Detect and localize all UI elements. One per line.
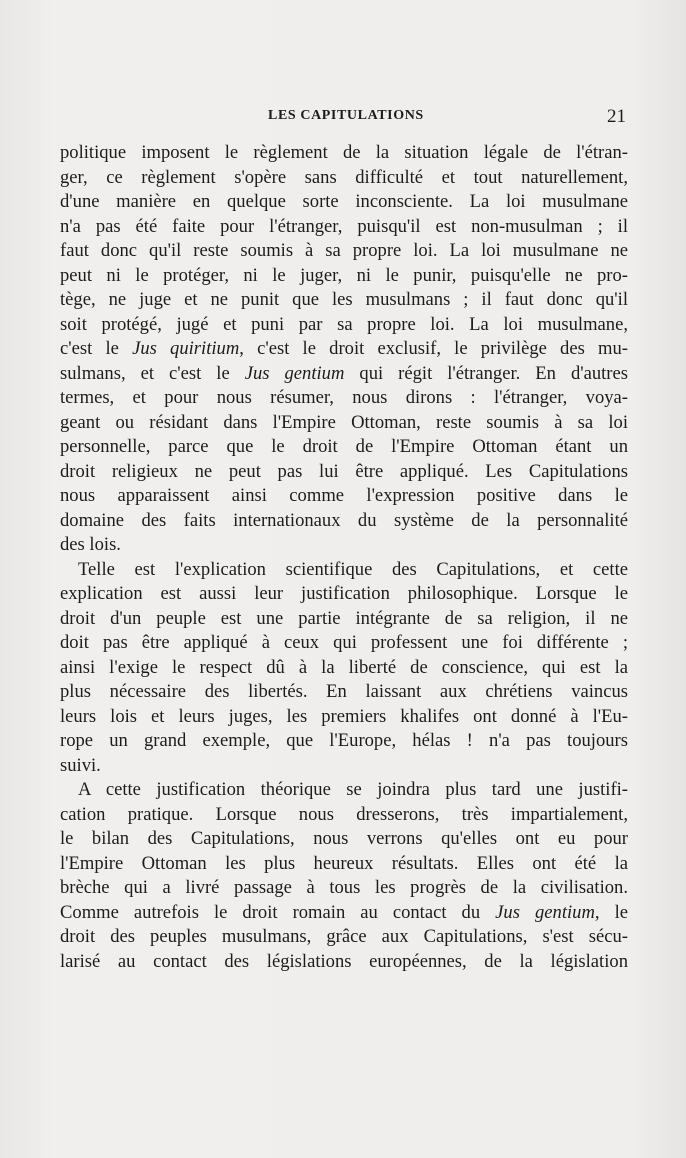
text-line: termes, et pour nous résumer, nous dirons : l'étranger, voya-	[60, 387, 628, 408]
page-header	[60, 106, 630, 130]
text-line: plus nécessaire des libertés. En laissant aux chrétiens vaincus	[60, 681, 628, 702]
text-line: droit des peuples musulmans, grâce aux Capitulations, s'est sécu-	[60, 926, 628, 947]
text-line: droit religieux ne peut pas lui être appliqué. Les Capitulations	[60, 460, 628, 482]
text-line: explication est aussi leur justification philosophique. Lorsque le	[60, 583, 628, 604]
text-line: rope un grand exemple, que l'Europe, hélas ! n'a pas toujours	[60, 730, 628, 751]
body-text	[60, 141, 628, 974]
text-line: brèche qui a livré passage à tous les progrès de la civilisation.	[60, 877, 628, 898]
text-line: peut ni le protéger, ni le juger, ni le punir, puisqu'elle ne pro-	[60, 264, 628, 286]
text-line: larisé au contact des législations européennes, de la législation	[60, 950, 628, 972]
text-line: Telle est l'explication scientifique des Capitulations, et cette	[78, 558, 628, 580]
text-line: des lois.	[60, 534, 121, 555]
text-line: faut donc qu'il reste soumis à sa propre loi. La loi musulmane ne	[60, 240, 628, 261]
text-line: suivi.	[60, 754, 101, 776]
text-line: tège, ne juge et ne punit que les musulmans ; il faut donc qu'il	[60, 289, 628, 310]
text-line: nous apparaissent ainsi comme l'expression positive dans le	[60, 485, 628, 506]
page-number: 21	[607, 106, 626, 127]
text-line: soit protégé, jugé et puni par sa propre loi. La loi musulmane,	[60, 313, 628, 335]
text-line: domaine des faits internationaux du système de la personnalité	[60, 509, 628, 531]
text-line: n'a pas été faite pour l'étranger, puisqu'il est non-musulman ; il	[60, 215, 628, 237]
text-line: le bilan des Capitulations, nous verrons qu'elles ont eu pour	[60, 828, 628, 849]
text-line: d'une manière en quelque sorte inconsciente. La loi musulmane	[60, 191, 628, 212]
text-line: droit d'un peuple est une partie intégrante de sa religion, il ne	[60, 607, 628, 629]
text-line: A cette justification théorique se joindra plus tard une justifi-	[78, 779, 628, 800]
text-line: l'Empire Ottoman les plus heureux résultats. Elles ont été la	[60, 852, 628, 874]
text-line: geant ou résidant dans l'Empire Ottoman, reste soumis à sa loi	[60, 411, 628, 433]
running-head: LES CAPITULATIONS	[268, 108, 424, 123]
text-line: doit pas être appliqué à ceux qui professent une foi différente ;	[60, 632, 628, 653]
text-line: personnelle, parce que le droit de l'Empire Ottoman étant un	[60, 436, 628, 457]
text-line: politique imposent le règlement de la situation légale de l'étran-	[60, 142, 628, 163]
text-line: c'est le Jus quiritium, c'est le droit exclusif, le privilège des mu-	[60, 338, 628, 359]
text-line: sulmans, et c'est le Jus gentium qui régit l'étranger. En d'autres	[60, 362, 628, 384]
text-line: leurs lois et leurs juges, les premiers khalifes ont donné à l'Eu-	[60, 705, 628, 727]
text-line: ger, ce règlement s'opère sans difficulté et tout naturellement,	[60, 166, 628, 188]
text-line: ainsi l'exige le respect dû à la liberté de conscience, qui est la	[60, 656, 628, 678]
text-line: Comme autrefois le droit romain au contact du Jus gentium, le	[60, 901, 628, 923]
text-line: cation pratique. Lorsque nous dresserons, très impartialement,	[60, 803, 628, 825]
